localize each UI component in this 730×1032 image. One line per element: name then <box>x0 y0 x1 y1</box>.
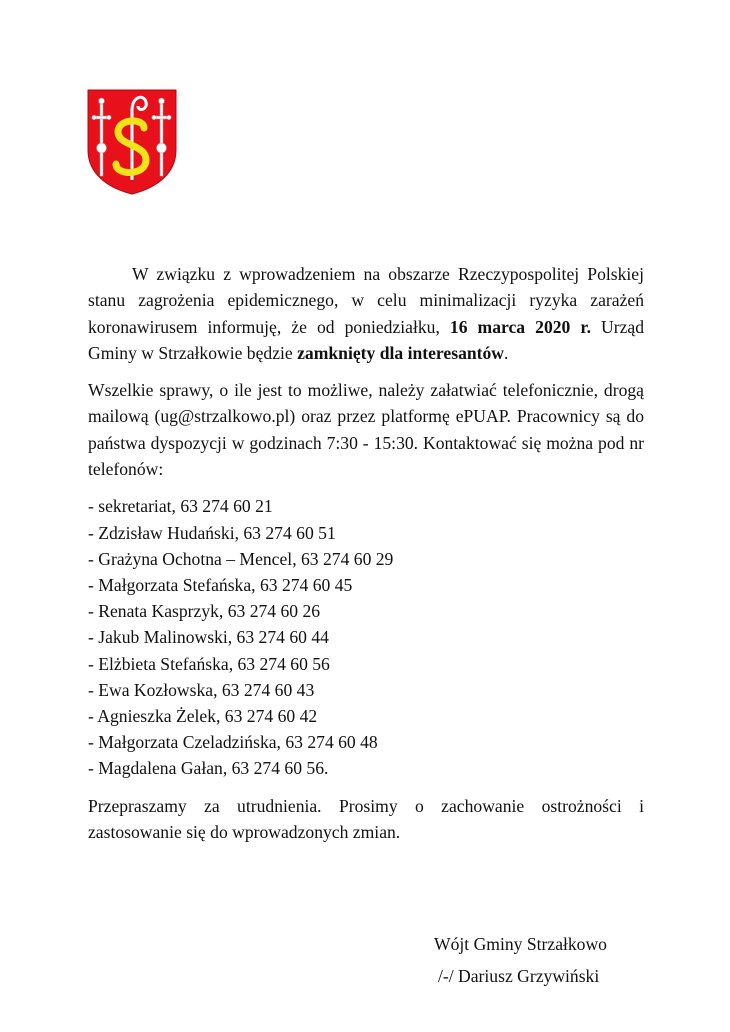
intro-text-continued: Urząd Gminy w Strzałkowie będzie <box>88 316 644 363</box>
intro-text: W związku z wprowadzeniem na obszarze Rzeczypospolitej Polskiej stanu zagrożenia epidemicznego, w celu minimalizacji ryzyka zarażeń koronawirusem informuję, że od poniedziałku, <box>88 264 644 337</box>
closing-paragraph: Przepraszamy za utrudnienia. Prosimy o zachowanie ostrożności i zastosowanie się do wprowadzonych zmian. <box>88 795 644 842</box>
contact-item: - Ewa Kozłowska, 63 274 60 43 <box>88 679 315 700</box>
contact-item: - Małgorzata Czeladzińska, 63 274 60 48 <box>88 732 378 753</box>
signature-block <box>434 928 607 992</box>
letter-body <box>88 261 644 856</box>
closure-notice: zamknięty dla interesantów <box>297 342 505 363</box>
contact-item: - Agnieszka Żelek, 63 274 60 42 <box>88 706 318 726</box>
contact-item: - Zdzisław Hudański, 63 274 60 51 <box>88 522 336 543</box>
contact-item: - Elżbieta Stefańska, 63 274 60 56 <box>88 653 330 674</box>
contact-item: - Małgorzata Stefańska, 63 274 60 45 <box>88 574 353 595</box>
contact-item: - Renata Kasprzyk, 63 274 60 26 <box>88 601 321 622</box>
contact-item: - sekretariat, 63 274 60 21 <box>88 496 273 517</box>
contact-item: - Grażyna Ochotna – Mencel, 63 274 60 29 <box>88 548 394 569</box>
signature-name: /-/ Dariusz Grzywiński <box>438 966 600 986</box>
phone-contact-list <box>88 493 644 781</box>
intro-paragraph <box>88 261 644 366</box>
closure-date: 16 marca 2020 r. <box>449 316 591 337</box>
coat-of-arms-icon <box>86 88 178 196</box>
intro-text-end: . <box>504 342 509 363</box>
contact-item: - Jakub Malinowski, 63 274 60 44 <box>88 627 329 648</box>
signature-title: Wójt Gminy Strzałkowo <box>434 934 607 954</box>
contact-info-paragraph: Wszelkie sprawy, o ile jest to możliwe, należy załatwiać telefonicznie, drogą mailową (ug@strzalkowo.pl) oraz przez platformę ePUAP. Pracownicy są do państwa dyspozycji w godzinach 7:30 - 15:30. Kontaktować się można pod nr telefonów: <box>88 380 644 480</box>
contact-item: - Magdalena Gałan, 63 274 60 56. <box>88 758 329 779</box>
